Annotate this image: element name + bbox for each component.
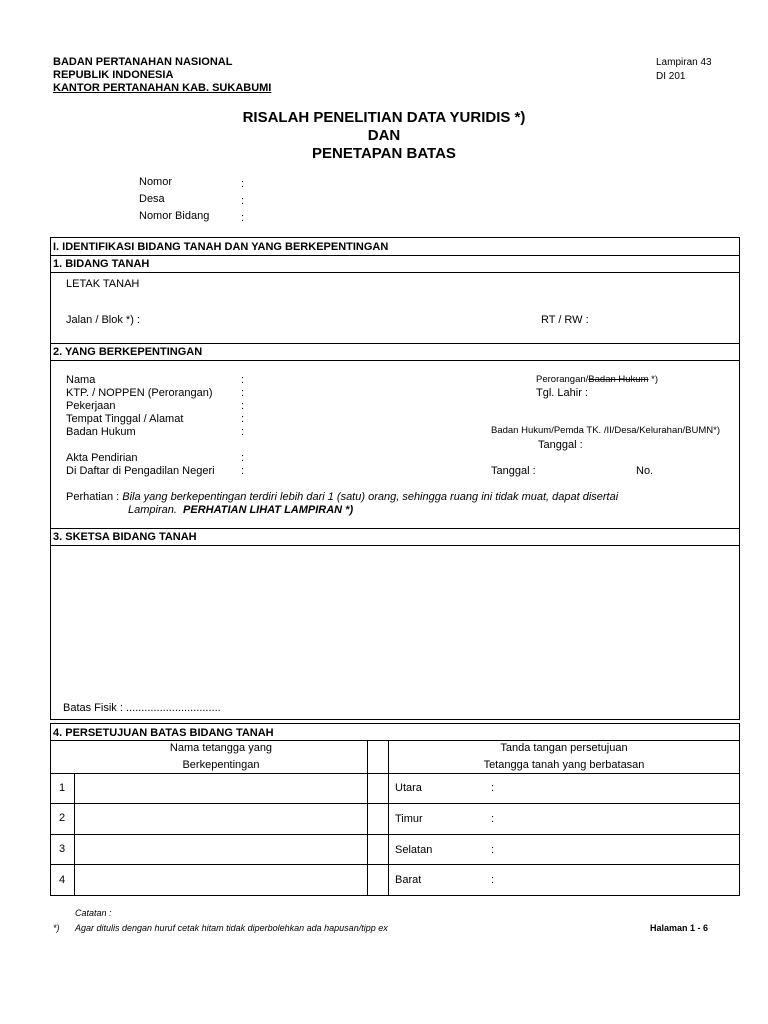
tanggal-label-1: Tanggal : xyxy=(538,439,583,451)
row-number: 4 xyxy=(59,874,66,886)
org-name: BADAN PERTANAHAN NASIONAL xyxy=(53,56,233,68)
col-nama-header-2: Berkepentingan xyxy=(182,759,260,771)
row-number: 3 xyxy=(59,843,66,855)
perhatian-note xyxy=(66,491,618,503)
akta-pendirian-label: Akta Pendirian xyxy=(66,452,138,464)
divider xyxy=(50,272,740,273)
row-colon: : xyxy=(491,844,495,856)
row-divider xyxy=(50,834,740,835)
nomor-bidang-label: Nomor Bidang xyxy=(139,210,210,222)
section3-title: 3. SKETSA BIDANG TANAH xyxy=(53,531,197,543)
doc-title-line1: RISALAH PENELITIAN DATA YURIDIS *) xyxy=(242,109,526,126)
perorangan-text: Perorangan/ xyxy=(536,374,589,385)
nama-label: Nama xyxy=(66,374,96,386)
perorangan-option xyxy=(536,374,658,385)
tempat-tinggal-colon: : xyxy=(241,413,245,425)
direction-timur: Timur xyxy=(395,813,423,825)
perhatian-label: Perhatian : xyxy=(66,491,120,503)
col-nama-header-1: Nama tetangga yang xyxy=(169,742,273,754)
divider xyxy=(50,528,740,529)
pengadilan-label: Di Daftar di Pengadilan Negeri xyxy=(66,465,215,477)
row-number: 1 xyxy=(59,782,66,794)
nomor-bidang-colon: : xyxy=(241,212,245,224)
direction-utara: Utara xyxy=(395,782,422,794)
nama-colon: : xyxy=(241,374,245,386)
form-frame xyxy=(50,237,740,720)
batas-fisik-label: Batas Fisik : ............................... xyxy=(63,702,221,714)
badan-hukum-colon: : xyxy=(241,426,245,438)
divider xyxy=(50,255,740,256)
tempat-tinggal-label: Tempat Tinggal / Alamat xyxy=(66,413,184,425)
org-country: REPUBLIK INDONESIA xyxy=(53,69,174,81)
row-divider xyxy=(50,864,740,865)
lampiran-bold: PERHATIAN LIHAT LAMPIRAN *) xyxy=(183,504,354,516)
catatan-label: Catatan : xyxy=(75,908,112,918)
badan-pemda-label: Badan Hukum/Pemda TK. /II/Desa/Kelurahan/BUMN*) xyxy=(491,425,720,436)
row-colon: : xyxy=(491,813,495,825)
desa-label: Desa xyxy=(139,193,165,205)
row-divider xyxy=(50,803,740,804)
divider xyxy=(50,343,740,344)
row-number: 2 xyxy=(59,812,66,824)
footnote-text: Agar ditulis dengan huruf cetak hitam tidak diperbolehkan ada hapusan/tipp ex xyxy=(75,923,388,933)
footnote-star: *) xyxy=(53,923,60,933)
page-number: Halaman 1 - 6 xyxy=(650,923,709,933)
option-star: *) xyxy=(648,374,658,385)
lampiran-note xyxy=(128,504,353,516)
jalan-blok-label: Jalan / Blok *) : xyxy=(66,314,140,326)
rt-rw-label: RT / RW : xyxy=(541,314,589,326)
pengadilan-colon: : xyxy=(241,465,245,477)
direction-selatan: Selatan xyxy=(395,844,433,856)
row-colon: : xyxy=(491,874,495,886)
row-colon: : xyxy=(491,782,495,794)
lampiran-label: Lampiran 43 xyxy=(656,57,712,68)
badan-hukum-strike: Badan Hukum xyxy=(588,374,649,385)
letak-tanah-label: LETAK TANAH xyxy=(66,278,140,290)
desa-colon: : xyxy=(241,195,245,207)
section4-title: 4. PERSETUJUAN BATAS BIDANG TANAH xyxy=(53,727,274,739)
lampiran-text: Lampiran. xyxy=(128,504,177,516)
org-office: KANTOR PERTANAHAN KAB. SUKABUMI xyxy=(53,82,272,94)
no-label: No. xyxy=(636,465,654,477)
col-divider xyxy=(388,740,389,896)
doc-title-line2: DAN xyxy=(367,127,401,144)
col-ttd-header-1: Tanda tangan persetujuan xyxy=(500,742,628,754)
form-code: DI 201 xyxy=(656,71,686,82)
tgl-lahir-label: Tgl. Lahir : xyxy=(536,387,588,399)
divider xyxy=(50,360,740,361)
divider xyxy=(50,740,740,741)
divider xyxy=(50,545,740,546)
section2-title: 2. YANG BERKEPENTINGAN xyxy=(53,346,203,358)
col-divider xyxy=(367,740,368,896)
doc-title-line3: PENETAPAN BATAS xyxy=(312,145,456,162)
pekerjaan-label: Pekerjaan xyxy=(66,400,116,412)
section-i-title: I. IDENTIFIKASI BIDANG TANAH DAN YANG BERKEPENTINGAN xyxy=(53,241,389,253)
ktp-label: KTP. / NOPPEN (Perorangan) xyxy=(66,387,213,399)
perhatian-text: Bila yang berkepentingan terdiri lebih dari 1 (satu) orang, sehingga ruang ini tidak muat, dapat disertai xyxy=(122,491,619,503)
badan-hukum-label: Badan Hukum xyxy=(66,426,136,438)
section1-title: 1. BIDANG TANAH xyxy=(53,258,150,270)
nomor-colon: : xyxy=(241,178,245,190)
row-divider xyxy=(50,773,740,774)
ktp-colon: : xyxy=(241,387,245,399)
nomor-label: Nomor xyxy=(139,176,173,188)
col-ttd-header-2: Tetangga tanah yang berbatasan xyxy=(483,759,645,771)
akta-colon: : xyxy=(241,452,245,464)
direction-barat: Barat xyxy=(395,874,422,886)
pekerjaan-colon: : xyxy=(241,400,245,412)
tanggal-label-2: Tanggal : xyxy=(491,465,536,477)
